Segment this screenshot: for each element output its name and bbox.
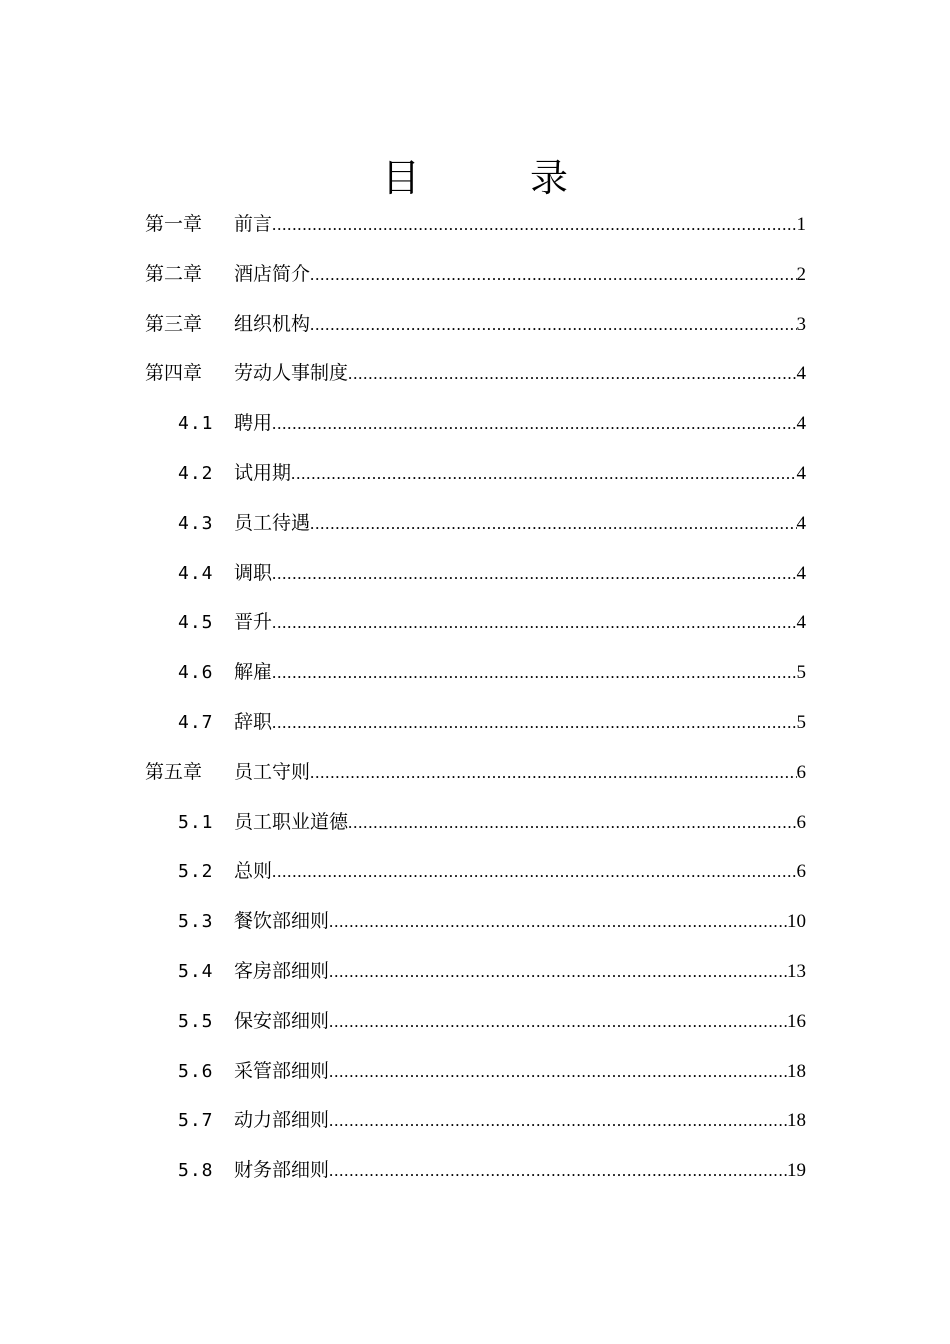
- toc-entry-number: 第二章: [145, 262, 203, 285]
- toc-entry-number: 5.1: [178, 811, 214, 833]
- toc-dot-leader: [291, 449, 796, 499]
- toc-entry-page-number: 4: [796, 363, 806, 385]
- toc-entry-number: 4.2: [178, 462, 214, 484]
- toc-entry[interactable]: [145, 449, 806, 499]
- toc-entry-title: 总则: [234, 860, 273, 883]
- toc-entry-page-number: 10: [787, 911, 806, 933]
- toc-dot-leader: [329, 897, 787, 947]
- toc-entry-title: 晋升: [234, 611, 273, 634]
- toc-entry-number: 5.5: [178, 1010, 214, 1032]
- toc-dot-leader: [310, 499, 796, 549]
- toc-entry-title: 辞职: [234, 710, 273, 733]
- toc-dot-leader: [310, 300, 796, 350]
- toc-entry-title: 试用期: [234, 461, 292, 484]
- toc-entry-page-number: 18: [787, 1060, 806, 1082]
- toc-entry[interactable]: [145, 598, 806, 648]
- toc-entry[interactable]: [145, 897, 806, 947]
- toc-entry-number: 4.7: [178, 711, 214, 733]
- toc-entry-number: 5.7: [178, 1110, 214, 1132]
- toc-entry-number: 5.6: [178, 1060, 214, 1082]
- toc-dot-leader: [272, 200, 796, 250]
- toc-entry-page-number: 3: [796, 313, 806, 335]
- toc-entry-title: 员工职业道德: [234, 810, 349, 833]
- toc-entry-number: 5.3: [178, 911, 214, 933]
- toc-dot-leader: [329, 947, 787, 997]
- toc-entry-page-number: 6: [796, 761, 806, 783]
- toc-entry-title: 酒店简介: [234, 262, 311, 285]
- toc-entry-page-number: 1: [796, 214, 806, 235]
- toc-entry-page-number: 16: [787, 1010, 806, 1032]
- toc-entry-title: 劳动人事制度: [234, 362, 349, 385]
- toc-entry-number: 第五章: [145, 760, 203, 783]
- toc-entry-number: 第一章: [145, 213, 203, 235]
- toc-entry-page-number: 13: [787, 960, 806, 982]
- toc-entry[interactable]: [145, 300, 806, 350]
- toc-entry-page-number: 4: [796, 413, 806, 435]
- toc-entry-title: 采管部细则: [234, 1059, 330, 1082]
- toc-entry-title: 保安部细则: [234, 1009, 330, 1032]
- toc-entry[interactable]: [145, 748, 806, 798]
- toc-entry-number: 5.2: [178, 861, 214, 883]
- toc-entry[interactable]: [145, 250, 806, 300]
- toc-entry-number: 4.3: [178, 512, 214, 534]
- toc-dot-leader: [329, 1096, 787, 1146]
- toc-entry[interactable]: [145, 399, 806, 449]
- toc-entry-page-number: 4: [796, 462, 806, 484]
- toc-entry[interactable]: [145, 997, 806, 1047]
- toc-entry[interactable]: [145, 549, 806, 599]
- title-char-1: 目: [381, 156, 420, 200]
- toc-entry[interactable]: [145, 1096, 806, 1146]
- toc-entry[interactable]: [145, 798, 806, 848]
- toc-dot-leader: [272, 399, 796, 449]
- toc-entry-page-number: 6: [796, 811, 806, 833]
- toc-entry-page-number: 5: [796, 662, 806, 684]
- toc-entry[interactable]: [145, 1146, 806, 1196]
- toc-dot-leader: [348, 349, 796, 399]
- toc-entry[interactable]: [145, 499, 806, 549]
- toc-entry[interactable]: [145, 200, 806, 250]
- toc-dot-leader: [272, 549, 796, 599]
- toc-dot-leader: [272, 598, 796, 648]
- toc-dot-leader: [272, 698, 796, 748]
- toc-entry[interactable]: [145, 947, 806, 997]
- toc-dot-leader: [272, 648, 796, 698]
- toc-entry-number: 5.8: [178, 1160, 214, 1182]
- toc-entry-page-number: 2: [796, 263, 806, 285]
- toc-entry-title: 客房部细则: [234, 959, 330, 982]
- toc-entry-number: 5.4: [178, 960, 214, 982]
- toc-entry-title: 员工待遇: [234, 511, 311, 534]
- toc-dot-leader: [329, 997, 787, 1047]
- toc-entry-page-number: 4: [796, 562, 806, 584]
- toc-entry[interactable]: [145, 349, 806, 399]
- toc-entry[interactable]: [145, 648, 806, 698]
- table-of-contents: [145, 200, 806, 1196]
- toc-entry-title: 动力部细则: [234, 1109, 330, 1132]
- toc-dot-leader: [329, 1146, 787, 1196]
- toc-entry-title: 员工守则: [234, 760, 311, 783]
- toc-entry-page-number: 6: [796, 861, 806, 883]
- toc-entry-title: 财务部细则: [234, 1159, 330, 1182]
- toc-entry-title: 组织机构: [234, 312, 311, 335]
- toc-entry-page-number: 18: [787, 1110, 806, 1132]
- toc-dot-leader: [310, 250, 796, 300]
- toc-entry[interactable]: [145, 698, 806, 748]
- toc-dot-leader: [329, 1047, 787, 1097]
- toc-entry-page-number: 5: [796, 711, 806, 733]
- toc-entry-title: 聘用: [234, 412, 273, 435]
- toc-dot-leader: [348, 798, 796, 848]
- toc-entry-title: 解雇: [234, 661, 273, 684]
- toc-entry-title: 前言: [234, 213, 273, 235]
- toc-entry-page-number: 4: [796, 512, 806, 534]
- toc-dot-leader: [310, 748, 796, 798]
- title-char-2: 录: [530, 156, 569, 200]
- toc-entry[interactable]: [145, 1047, 806, 1097]
- toc-entry-number: 4.4: [178, 562, 214, 584]
- toc-entry-page-number: 19: [787, 1160, 806, 1182]
- toc-dot-leader: [272, 847, 796, 897]
- toc-entry-number: 4.1: [178, 413, 214, 435]
- toc-entry-number: 4.5: [178, 612, 214, 634]
- toc-entry-number: 第四章: [145, 362, 203, 385]
- toc-entry-title: 调职: [234, 561, 273, 584]
- toc-entry[interactable]: [145, 847, 806, 897]
- toc-entry-title: 餐饮部细则: [234, 910, 330, 933]
- toc-entry-number: 第三章: [145, 312, 203, 335]
- toc-entry-page-number: 4: [796, 612, 806, 634]
- toc-entry-number: 4.6: [178, 662, 214, 684]
- page-title: [0, 150, 950, 206]
